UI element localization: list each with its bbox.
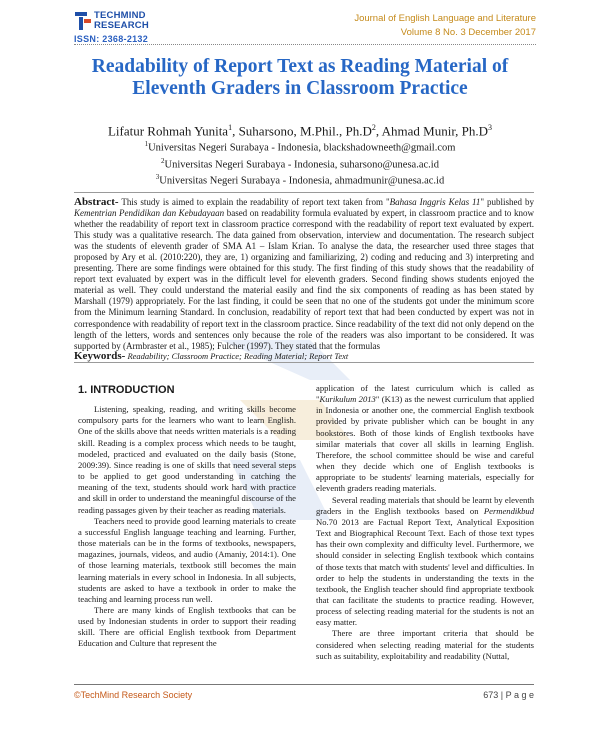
journal-volume: Volume 8 No. 3 December 2017 [400,27,536,38]
paragraph: Several reading materials that should be learnt by eleventh graders in the English textbooks based on Permendikbud No.70 2013 are Factual Report Text, Analytical Exposition Text and Biographical Recount Text. Each of those text types has their own complexity and difficulty level. Furthermore, we should consider in selecting English textbook which contains of those texts that match with students' level and difficulties. In order to help the students in understanding the texts in the textbook, the English teacher should find appropriate textbook that can facilitate the students to practice reading. However, process of selecting reading material for the students is not an easy matter. [316,494,534,628]
paragraph: Listening, speaking, reading, and writing skills become compulsory parts for the learners who want to learn English. One of the skills above that needs written materials is a reading skill. Reading is a complex process which needs to be taught, modeled, practiced and evaluated on the daily basis (Stone, 2009:39). Since reading is one of skills that need several steps to be applied to get good understanding in catching the meaning of the text, students should work hard with practice and skill in order to understand the meaningful discourse of the reading passages given by their teacher as reading materials. [78,404,296,515]
publisher-logo [74,10,184,44]
footer-rule [74,684,534,685]
logo-line2: RESEARCH [94,20,149,31]
author-names: Lifatur Rohmah Yunita$^1$, Suharsono, M.Phil., $Ph.D^2$, Ahmad Munir, $Ph.D^3$ [107,123,493,139]
section-heading: 1. INTRODUCTION [78,384,175,396]
affiliation-3: $^3$Universitas Negeri Surabaya - Indonesia, ahmadmunir@unesa.ac.id [155,173,445,187]
techmind-logo-icon [74,10,92,32]
journal-info [354,12,536,40]
paragraph: There are many kinds of English textbooks that can be used by Indonesian students in order to support their reading skill. There are official English textbook from Department Education and Culture that represent the [78,604,296,649]
keywords-label: Keywords- [74,350,126,362]
body-column-right [316,383,534,662]
affiliation-2: $^2$Universitas Negeri Surabaya - Indonesia, suharsono@unesa.ac.id [161,156,439,171]
keywords-rule [74,362,534,363]
abstract: Abstract- This study is aimed to explain the readability of report text taken from "Bahasa Inggris Kelas 11" published by Kementrian Pendidikan dan Kebudayaan based on readability formula evaluated by expert, in classroom practice and to know whether the readability of report text in classroom practice correspond with the readability of report text evaluated by expert. This study was a qualitative research. The data gained from observation, interview and documentation. The research subject was the students of eleventh grader of SMA A1 – Islam Krian. To analyse the data, the researcher used three stages that proposed by Ary et al. (2010:220), they are, 1) organizing and familiarizing, 2) coding and reducing and 3) interpreting and presenting. There are some findings were obtained for this study. The first finding of this study shows that the readability of report text evaluated by expert was in the difficult level for eleventh graders. Second finding shows students enjoyed the material as well. They could understand the material easily and find the six components of reading as has been stated by Marshall (1979) appropriately. For the last finding, it could be seen that no one of the students got under the minimum score from the Minimum learning Standard. In conclusion, readability of report text that had been conducted by expert was not in correspondence with readability of report text in the classroom practice. Since readability of the text did not only depend on the length of the letters, words and sentences only because the role of the readers was also important to be considered. It was supported by (Armbraster et al., 1985); Fulcher (1997). They stated that the formulas [74,196,535,351]
header-divider [74,44,536,45]
issn: ISSN: 2368-2132 [74,34,149,44]
paragraph: There are three important criteria that should be considered when selecting reading material for the students such as suitability, exploitability and readability (Nuttal, [316,628,534,661]
keywords: Keywords- Readability; Classroom Practice; Reading Material; Report Text [74,350,349,362]
affiliation-1: $^1$Universitas Negeri Surabaya - Indonesia, blackshadowneeth@gmail.com [144,140,456,154]
abstract-label: Abstract- [74,196,119,208]
logo-line1: TECHMIND [94,10,146,21]
paper-title: Readability of Report Text as Reading Material of Eleventh Graders in Classroom Practice [91,56,509,99]
journal-name: Journal of English Language and Literature [354,13,536,24]
abstract-top-rule [74,192,534,193]
paragraph: application of the latest curriculum which is called as "Kurikulum 2013" (K13) as the newest curriculum that applied in Indonesia or another one, the commercial English textbook provided by private publisher which can be bought in any bookstores. Both of those kinds of English textbooks have similar materials that cover all skills in learning English. Therefore, the school committee should be wise and careful when they decide which one of English textbooks is appropriate to be students' learning materials, especially for eleventh graders reading materials. [316,383,534,494]
page-number: 673 | P a g e [483,690,534,700]
paragraph: Teachers need to provide good learning materials to create a successful English language teaching and learning. Further, those materials can be in the forms of textbooks, newspapers, magazines, journals, videos, and audio (Amaniy, 2014:1). One of those learning materials, textbook still becomes the main learning materials in every school in Indonesia. In all subjects, students are asked to have a textbook in order to make the teaching and learning process run well. [78,515,296,604]
body-column-left [78,385,296,650]
footer-copyright: ©TechMind Research Society [74,690,193,700]
author-block [60,120,540,188]
